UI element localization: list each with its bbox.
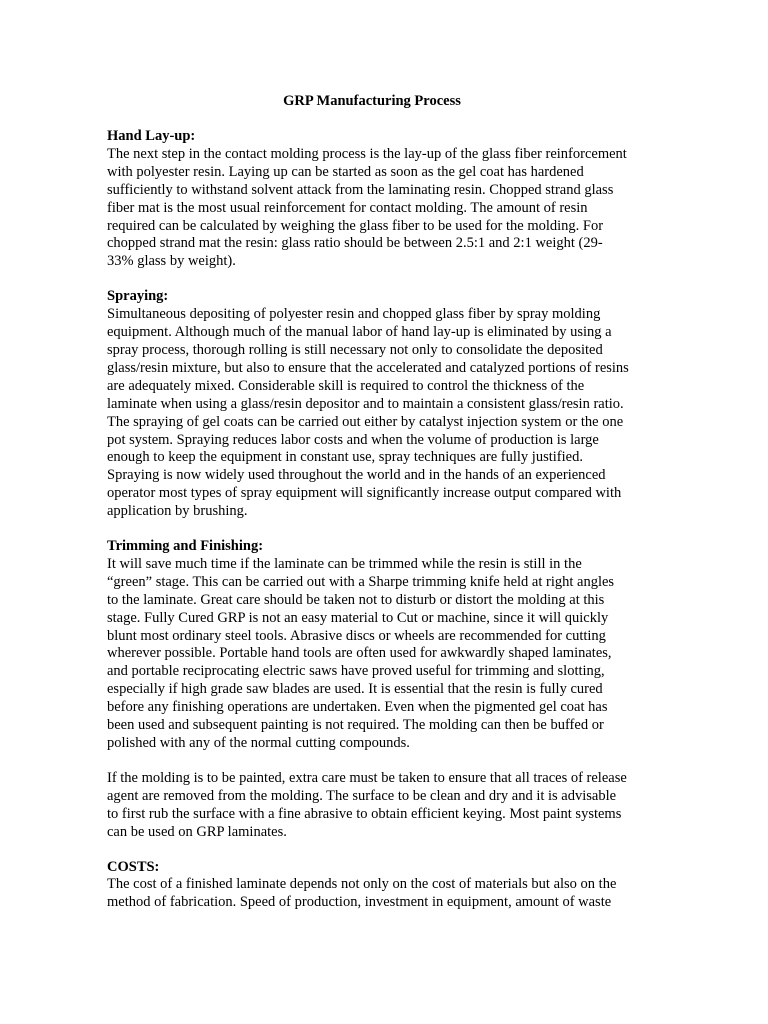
text-line: equipment. Although much of the manual labor of hand lay-up is eliminated by using a	[107, 324, 612, 341]
text-line: operator most types of spray equipment will significantly increase output compared with	[107, 485, 622, 502]
section-heading: Hand Lay-up:	[107, 128, 196, 144]
section-body	[107, 306, 637, 521]
text-line: can be used on GRP laminates.	[107, 823, 287, 840]
text-line: “green” stage. This can be carried out with a Sharpe trimming knife held at right angles	[107, 573, 615, 590]
text-line: pot system. Spraying reduces labor costs and when the volume of production is large	[107, 431, 599, 448]
text-line: with polyester resin. Laying up can be started as soon as the gel coat has hardened	[107, 163, 584, 180]
text-line: The next step in the contact molding process is the lay-up of the glass fiber reinforcement	[107, 145, 627, 162]
text-line: especially if high grade saw blades are used. It is essential that the resin is fully cured	[107, 681, 603, 698]
text-line: to the laminate. Great care should be taken not to disturb or distort the molding at this	[107, 591, 605, 608]
text-line: fiber mat is the most usual reinforcement for contact molding. The amount of resin	[107, 199, 588, 216]
text-line: It will save much time if the laminate can be trimmed while the resin is still in the	[107, 555, 582, 572]
text-line: required can be calculated by weighing the glass fiber to be used for the molding. For	[107, 217, 604, 234]
text-line: wherever possible. Portable hand tools are often used for awkwardly shaped laminates,	[107, 645, 612, 662]
text-line: application by brushing.	[107, 503, 248, 520]
section-body	[107, 146, 637, 271]
text-line: blunt most ordinary steel tools. Abrasive discs or wheels are recommended for cutting	[107, 627, 606, 644]
section-heading: Trimming and Finishing:	[107, 538, 264, 555]
section-body	[107, 770, 637, 842]
text-line: agent are removed from the molding. The surface to be clean and dry and it is advisable	[107, 787, 617, 804]
section-body	[107, 876, 637, 912]
section-costs	[107, 859, 637, 913]
section-trimming-and-finishing	[107, 538, 637, 753]
text-line: to first rub the surface with a fine abrasive to obtain efficient keying. Most paint systems	[107, 805, 622, 822]
text-line: are adequately mixed. Considerable skill is required to control the thickness of the	[107, 377, 585, 394]
text-line: sufficiently to withstand solvent attack from the laminating resin. Chopped strand glass	[107, 181, 614, 198]
section-body	[107, 556, 637, 753]
section-heading: COSTS:	[107, 858, 160, 875]
text-line: been used and subsequent painting is not required. The molding can then be buffed or	[107, 717, 604, 734]
section-heading: Spraying:	[107, 288, 169, 305]
section-painting	[107, 770, 637, 842]
text-line: 33% glass by weight).	[107, 253, 236, 270]
text-line: If the molding is to be painted, extra care must be taken to ensure that all traces of release	[107, 769, 627, 786]
text-line: Simultaneous depositing of polyester resin and chopped glass fiber by spray molding	[107, 306, 601, 323]
text-line: Spraying is now widely used throughout the world and in the hands of an experienced	[107, 467, 606, 484]
section-spraying	[107, 288, 637, 521]
document-page	[107, 92, 637, 929]
text-line: polished with any of the normal cutting compounds.	[107, 735, 410, 751]
text-line: glass/resin mixture, but also to ensure that the accelerated and catalyzed portions of resins	[107, 359, 629, 376]
text-line: method of fabrication. Speed of production, investment in equipment, amount of waste	[107, 894, 612, 911]
section-hand-lay-up	[107, 128, 637, 271]
document-title: GRP Manufacturing Process	[283, 93, 461, 109]
text-line: spray process, thorough rolling is still necessary not only to consolidate the deposited	[107, 341, 603, 358]
text-line: stage. Fully Cured GRP is not an easy material to Cut or machine, since it will quickly	[107, 609, 609, 626]
text-line: laminate when using a glass/resin depositor and to maintain a consistent glass/resin ratio.	[107, 395, 624, 412]
text-line: The spraying of gel coats can be carried out either by catalyst injection system or the one	[107, 413, 624, 430]
text-line: before any finishing operations are undertaken. Even when the pigmented gel coat has	[107, 699, 608, 716]
text-line: chopped strand mat the resin: glass ratio should be between 2.5:1 and 2:1 weight (29-	[107, 235, 603, 252]
text-line: and portable reciprocating electric saws have proved useful for trimming and slotting,	[107, 663, 605, 680]
text-line: enough to keep the equipment in constant use, spray techniques are fully justified.	[107, 449, 583, 466]
text-line: The cost of a finished laminate depends not only on the cost of materials but also on the	[107, 876, 617, 893]
